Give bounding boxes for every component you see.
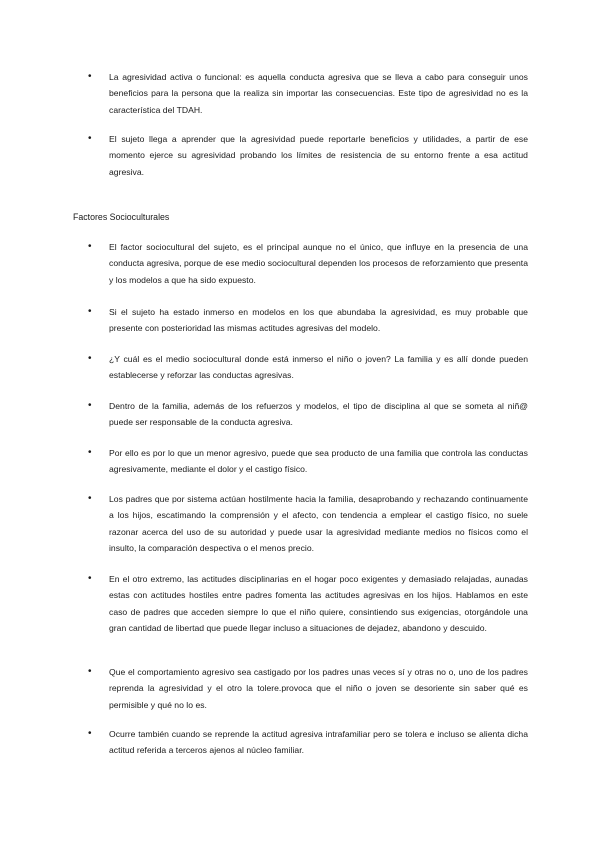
- bullet-text: Si el sujeto ha estado inmerso en modelos en los que abundaba la agresividad, es muy probable que presente con posterioridad las mismas actitudes agresivas del modelo.: [109, 307, 528, 334]
- bullet-text: Que el comportamiento agresivo sea castigado por los padres unas veces sí y otras no o, uno de los padres reprenda la agresividad y el otro la tolere.provoca que el niño o joven se desoriente sin saber qué es permisible y qué no lo es.: [109, 667, 528, 710]
- bullet-text: El factor sociocultural del sujeto, es el principal aunque no el único, que influye en la presencia de una conducta agresiva, porque de ese medio sociocultural dependen los procesos de reforzamiento que presenta y los modelos a que ha sido expuesto.: [109, 242, 528, 285]
- bullet-text: El sujeto llega a aprender que la agresividad puede reportarle beneficios y utilidades, a partir de ese momento ejerce su agresividad probando los límites de resistencia de su entorno frente a esa actitud agresiva.: [109, 134, 528, 177]
- bullet-text: Los padres que por sistema actúan hostilmente hacia la familia, desaprobando y rechazando continuamente a los hijos, escatimando la comprensión y el afecto, con tendencia a emplear el castigo físico, no suele razonar acerca del uso de su autoridad y puede usar la agresividad mediante medios no físicos como el insulto, la comparación despectiva o el menos precio.: [109, 494, 528, 554]
- bullet-icon: •: [88, 493, 92, 504]
- bullet-icon: •: [88, 728, 92, 739]
- bullet-icon: •: [88, 400, 92, 411]
- bullet-icon: •: [88, 353, 92, 364]
- bullet-icon: •: [88, 306, 92, 317]
- bullet-text: ¿Y cuál es el medio sociocultural donde está inmerso el niño o joven? La familia y es allí donde pueden establecerse y reforzar las conductas agresivas.: [109, 354, 528, 381]
- bullet-text: Dentro de la familia, además de los refuerzos y modelos, el tipo de disciplina al que se someta al niñ@ puede ser responsable de la conducta agresiva.: [109, 401, 528, 428]
- bullet-icon: •: [88, 71, 92, 82]
- bullet-icon: •: [88, 573, 92, 584]
- bullet-text: Por ello es por lo que un menor agresivo, puede que sea producto de una familia que controla las conductas agresivamente, mediante el dolor y el castigo físico.: [109, 448, 528, 475]
- bullet-text: La agresividad activa o funcional: es aquella conducta agresiva que se lleva a cabo para conseguir unos beneficios para la persona que la realiza sin importar las consecuencias. Este tipo de agresividad no es la característica del TDAH.: [109, 72, 528, 115]
- bullet-icon: •: [88, 666, 92, 677]
- bullet-icon: •: [88, 241, 92, 252]
- bullet-icon: •: [88, 447, 92, 458]
- bullet-text: En el otro extremo, las actitudes disciplinarias en el hogar poco exigentes y demasiado relajadas, aunadas estas con actitudes hostiles entre padres fomenta las actitudes agresivas en los hijos. Hablamos en este caso de padres que acceden siempre lo que el niño quiere, consintiendo sus exigencias, otorgándole una gran cantidad de libertad que puede llegar incluso a situaciones de dejadez, abandono y descuido.: [109, 574, 528, 634]
- bullet-icon: •: [88, 133, 92, 144]
- bullet-text: Ocurre también cuando se reprende la actitud agresiva intrafamiliar pero se tolera e incluso se alienta dicha actitud referida a terceros ajenos al núcleo familiar.: [109, 729, 528, 756]
- section-heading: Factores Socioculturales: [73, 212, 170, 222]
